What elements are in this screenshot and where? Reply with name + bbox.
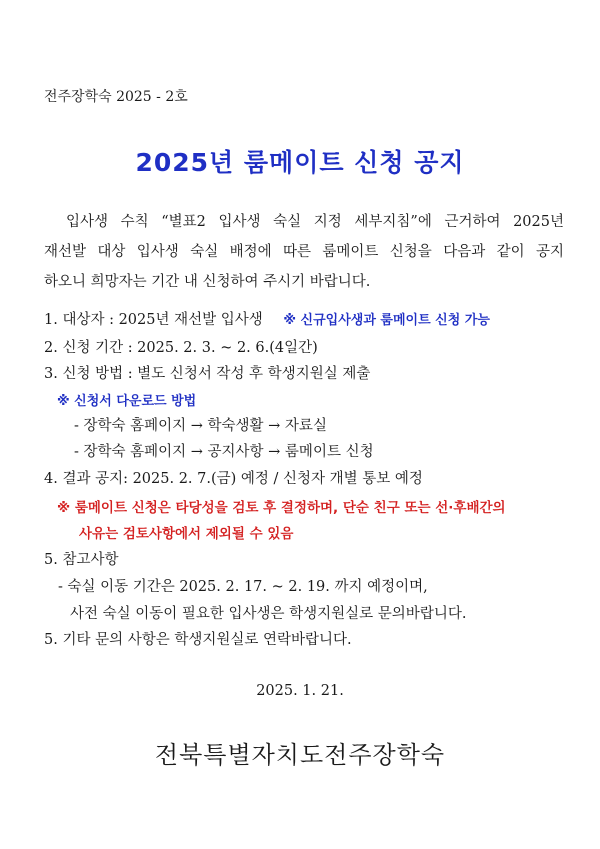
item-result: 4. 결과 공지: 2025. 2. 7.(금) 예정 / 신청자 개별 통보 예정 <box>44 471 423 487</box>
reference-line-2: 사전 숙실 이동이 필요한 입사생은 학생지원실로 문의바랍니다. <box>70 606 467 622</box>
download-path-2: - 장학숙 홈페이지 → 공지사항 → 룸메이트 신청 <box>74 444 374 460</box>
item-method: 3. 신청 방법 : 별도 신청서 작성 후 학생지원실 제출 <box>44 366 371 382</box>
reference-line-1: - 숙실 이동 기간은 2025. 2. 17. ~ 2. 19. 까지 예정이며, <box>58 579 428 595</box>
target-text: 1. 대상자 : 2025년 재선발 입사생 <box>44 312 263 328</box>
intro-line: 하오니 희망자는 기간 내 신청하여 주시기 바랍니다. <box>44 274 371 290</box>
intro-paragraph <box>44 207 564 297</box>
warning-line-1: ※ 룸메이트 신청은 타당성을 검토 후 결정하며, 단순 친구 또는 선·후배간의 <box>57 500 506 516</box>
download-path-1: - 장학숙 홈페이지 → 학숙생활 → 자료실 <box>74 418 327 434</box>
page-title: 2025년 룸메이트 신청 공지 <box>135 148 465 177</box>
document-date: 2025. 1. 21. <box>256 683 344 699</box>
issuer-name: 전북특별자치도전주장학숙 <box>154 741 446 769</box>
item-target <box>44 308 490 329</box>
document-number: 전주장학숙 2025 - 2호 <box>44 89 188 105</box>
item-other: 5. 기타 문의 사항은 학생지원실로 연락바랍니다. <box>44 632 352 648</box>
intro-line: 입사생 수칙 “별표2 입사생 숙실 지정 세부지침”에 근거하여 2025년 <box>66 214 564 230</box>
reference-heading: 5. 참고사항 <box>44 552 119 568</box>
warning-line-2: 사유는 검토사항에서 제외될 수 있음 <box>79 526 294 542</box>
item-period: 2. 신청 기간 : 2025. 2. 3. ~ 2. 6.(4일간) <box>44 340 318 356</box>
target-note: ※ 신규입사생과 룸메이트 신청 가능 <box>283 313 490 328</box>
download-heading: ※ 신청서 다운로드 방법 <box>57 394 197 409</box>
intro-line: 재선발 대상 입사생 숙실 배정에 따른 룸메이트 신청을 다음과 같이 공지 <box>44 244 564 260</box>
